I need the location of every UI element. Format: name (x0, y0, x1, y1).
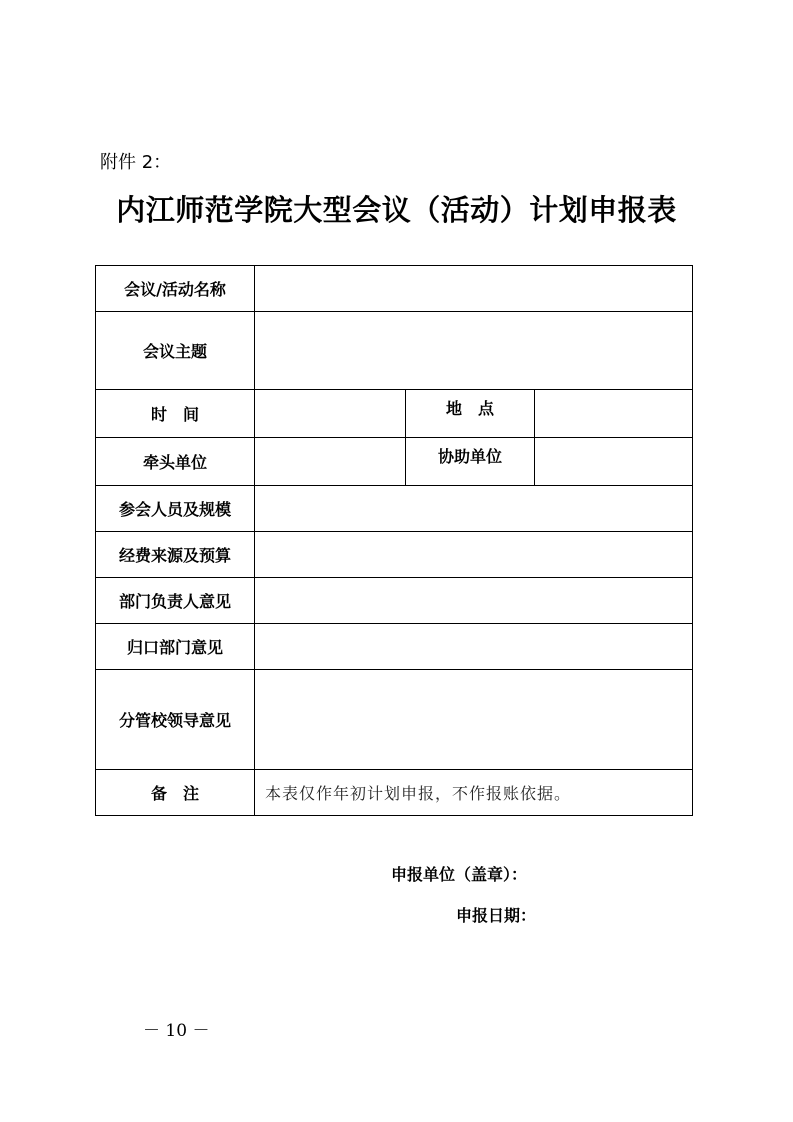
assist-unit-label: 协助单位 (406, 438, 535, 486)
table-row (96, 390, 693, 438)
table-row (96, 486, 693, 532)
remarks-value: 本表仅作年初计划申报，不作报账依据。 (255, 770, 693, 816)
table-row (96, 624, 693, 670)
topic-label: 会议主题 (96, 312, 255, 390)
time-field[interactable] (255, 390, 406, 438)
name-label: 会议/活动名称 (96, 266, 255, 312)
applicant-label: 申报单位（盖章）： (391, 865, 528, 884)
table-row (96, 578, 693, 624)
table-row (96, 770, 693, 816)
central-dept-field[interactable] (255, 624, 693, 670)
time-label: 时 间 (96, 390, 255, 438)
table-row (96, 312, 693, 390)
dept-head-label: 部门负责人意见 (96, 578, 255, 624)
leader-field[interactable] (255, 670, 693, 770)
lead-unit-field[interactable] (255, 438, 406, 486)
table-row (96, 438, 693, 486)
participants-label: 参会人员及规模 (96, 486, 255, 532)
budget-field[interactable] (255, 532, 693, 578)
attachment-label: 附件 2： (100, 152, 172, 173)
budget-label: 经费来源及预算 (96, 532, 255, 578)
date-label: 申报日期： (456, 906, 537, 925)
name-field[interactable] (255, 266, 693, 312)
location-label: 地 点 (406, 390, 535, 438)
central-dept-label: 归口部门意见 (96, 624, 255, 670)
table-row (96, 266, 693, 312)
table-row (96, 670, 693, 770)
location-field[interactable] (535, 390, 693, 438)
lead-unit-label: 牵头单位 (96, 438, 255, 486)
remarks-label: 备 注 (96, 770, 255, 816)
dept-head-field[interactable] (255, 578, 693, 624)
participants-field[interactable] (255, 486, 693, 532)
table-row (96, 532, 693, 578)
application-form-table (95, 265, 693, 816)
topic-field[interactable] (255, 312, 693, 390)
assist-unit-field[interactable] (535, 438, 693, 486)
leader-label: 分管校领导意见 (96, 670, 255, 770)
page-number: － 10 － (143, 1021, 210, 1041)
form-title: 内江师范学院大型会议（活动）计划申报表 (116, 193, 677, 227)
